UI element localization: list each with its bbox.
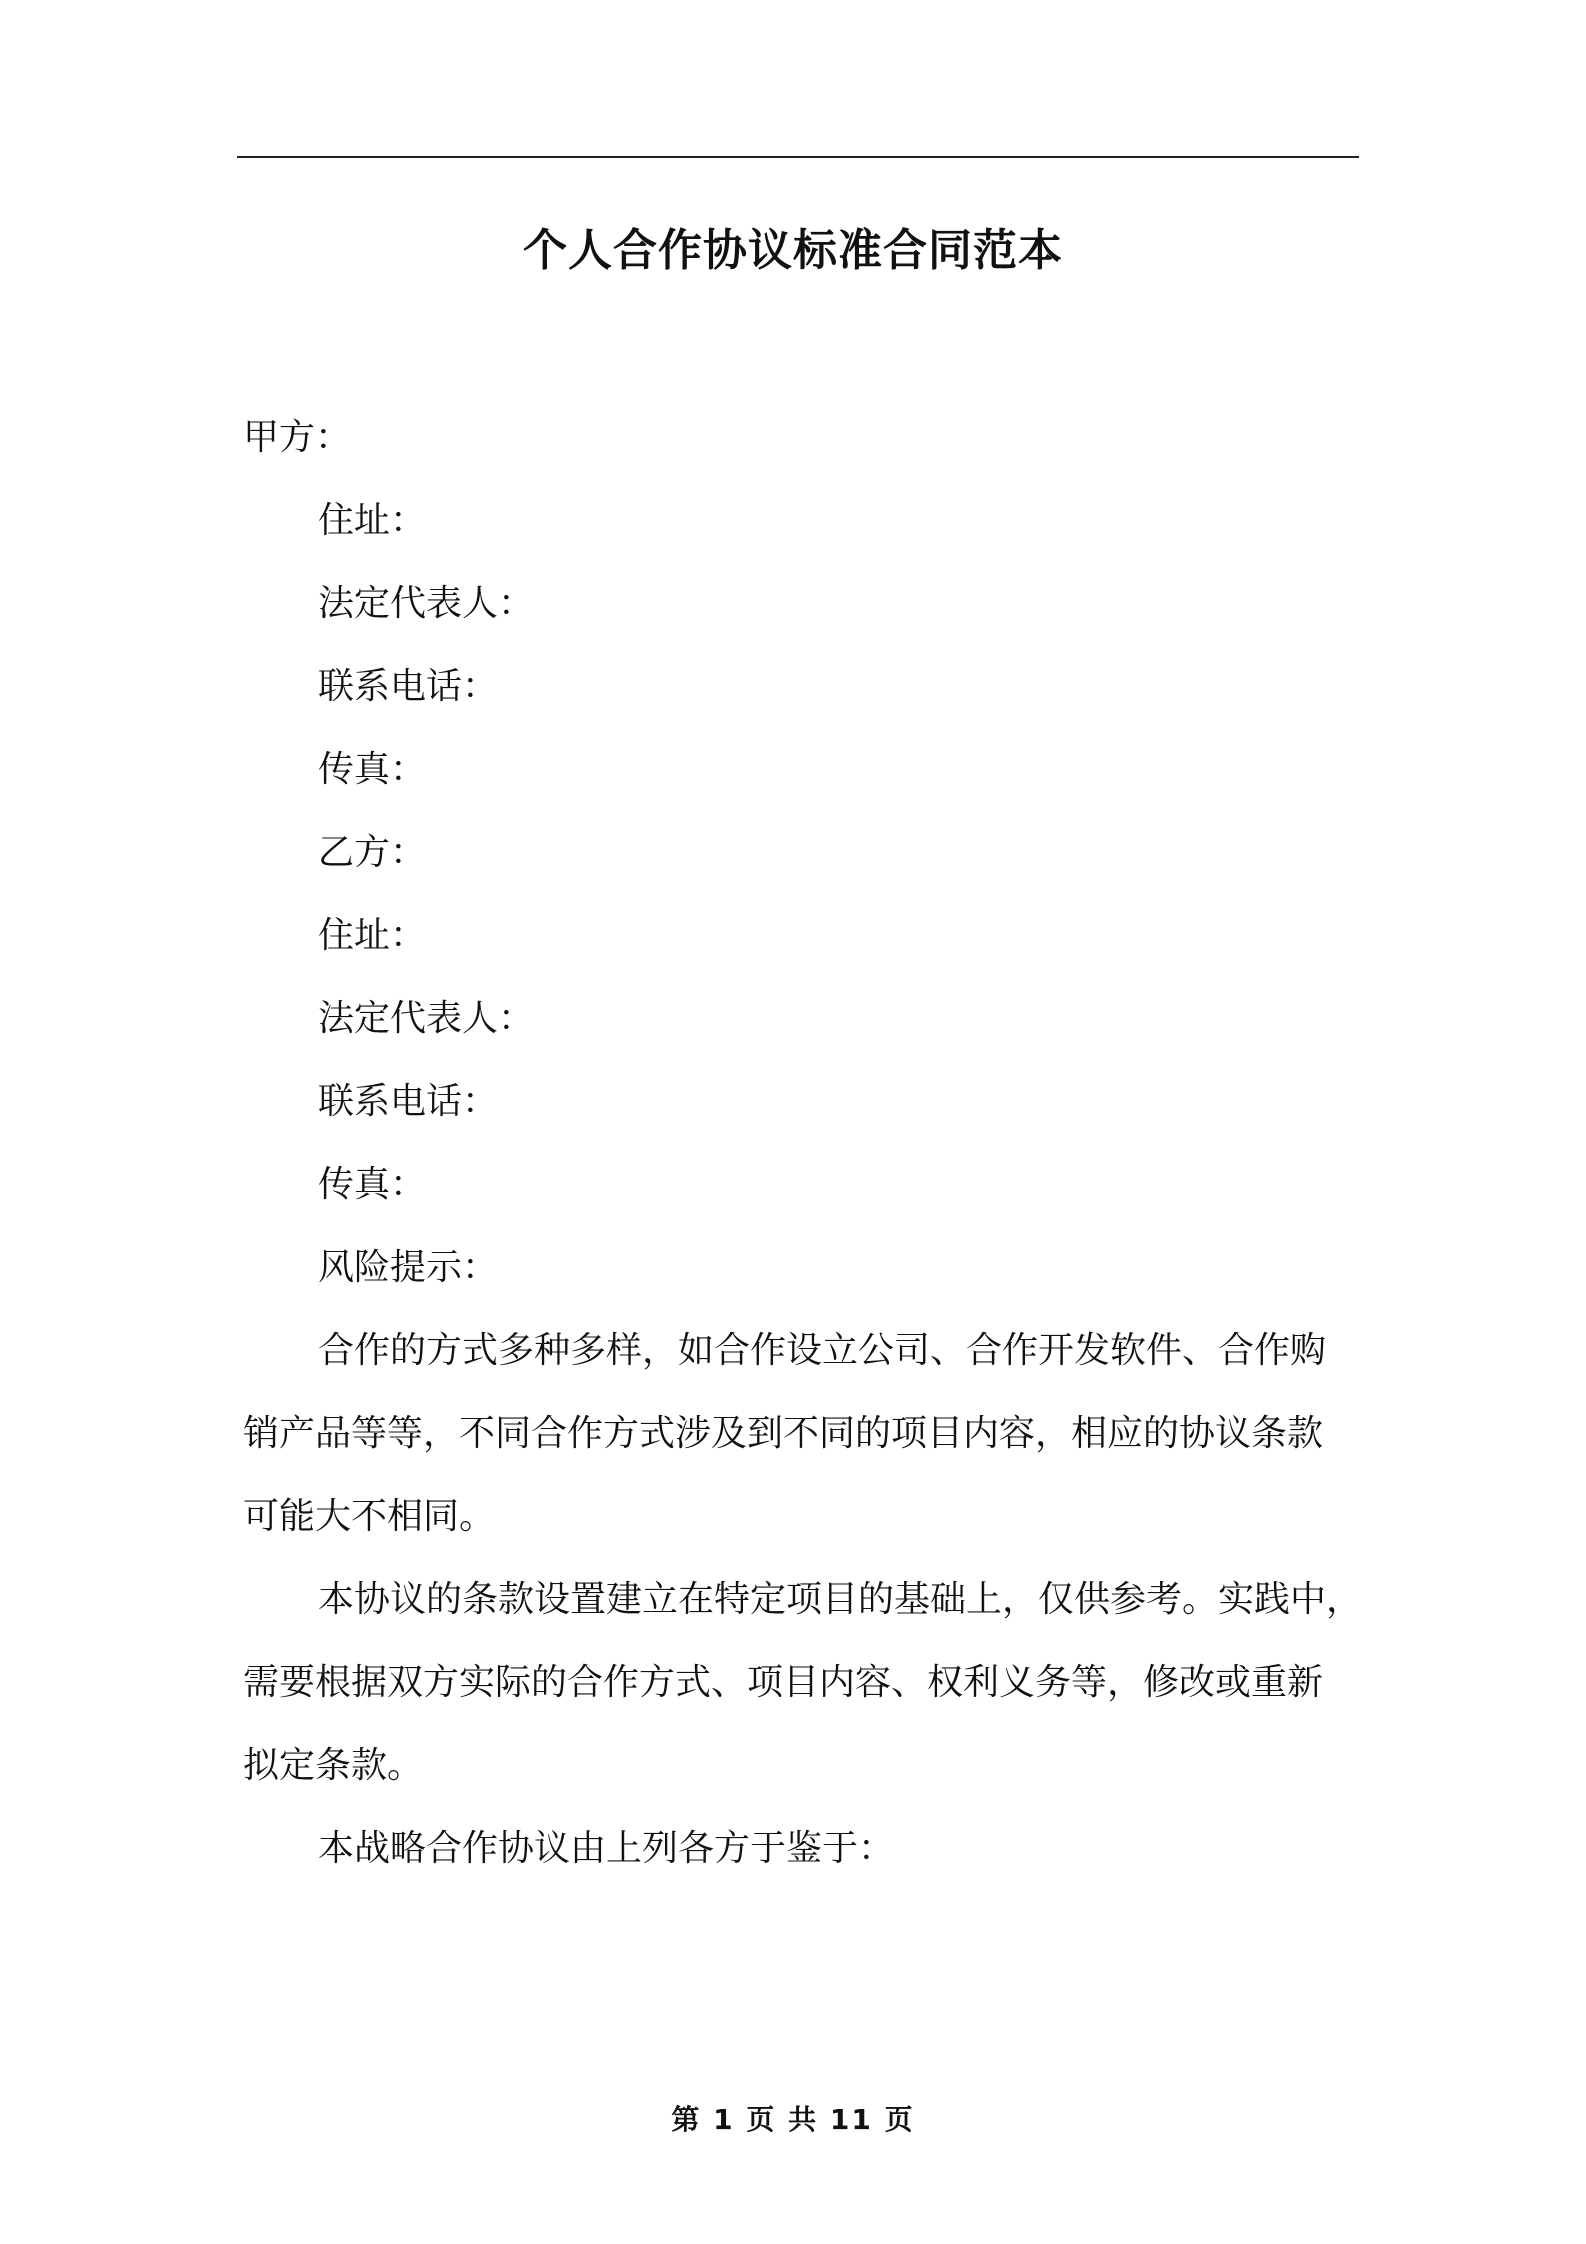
party-b-representative-label: 法定代表人： <box>318 998 535 1039</box>
paragraph-line: 可能大不相同。 <box>243 1496 496 1537</box>
paragraph-line: 合作的方式多种多样，如合作设立公司、合作开发软件、合作购 <box>318 1330 1327 1371</box>
closing-line: 本战略合作协议由上列各方于鉴于： <box>318 1828 895 1869</box>
risk-heading: 风险提示： <box>318 1247 499 1288</box>
party-b-phone-label: 联系电话： <box>318 1081 499 1122</box>
paragraph-line: 需要根据双方实际的合作方式、项目内容、权利义务等，修改或重新 <box>243 1662 1324 1703</box>
paragraph-line: 本协议的条款设置建立在特定项目的基础上，仅供参考。实践中， <box>318 1579 1363 1620</box>
header-rule <box>237 156 1359 158</box>
party-a-address-label: 住址： <box>318 500 427 541</box>
party-a-fax-label: 传真： <box>318 749 427 790</box>
page-number: 第 1 页 共 11 页 <box>671 2103 915 2136</box>
party-a-representative-label: 法定代表人： <box>318 583 535 624</box>
party-a-phone-label: 联系电话： <box>318 666 499 707</box>
party-b-heading: 乙方： <box>318 832 427 873</box>
paragraph-line: 销产品等等，不同合作方式涉及到不同的项目内容，相应的协议条款 <box>243 1413 1324 1454</box>
paragraph-line: 拟定条款。 <box>243 1745 424 1786</box>
party-b-address-label: 住址： <box>318 915 427 956</box>
party-a-heading: 甲方： <box>243 417 352 458</box>
party-b-fax-label: 传真： <box>318 1164 427 1205</box>
document-title: 个人合作协议标准合同范本 <box>523 225 1063 276</box>
